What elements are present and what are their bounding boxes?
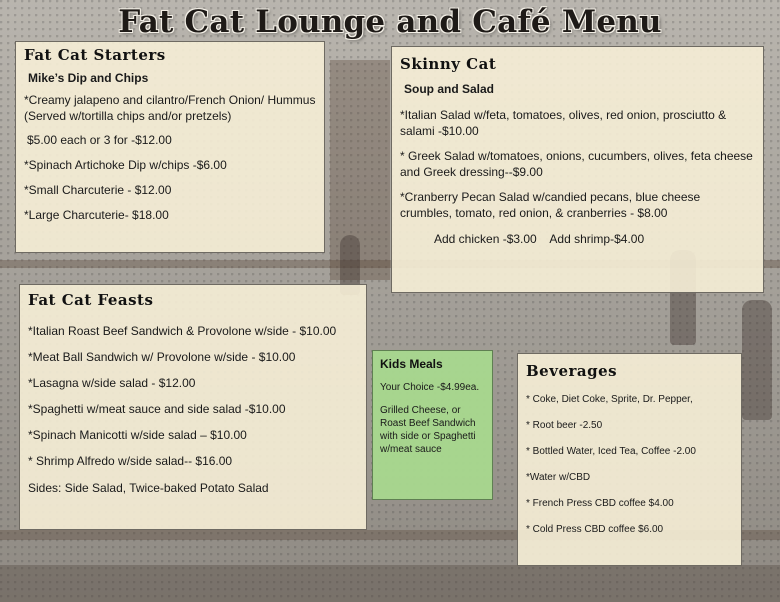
salad-item: *Cranberry Pecan Salad w/candied pecans, blue cheese crumbles, tomato, red onion, & cranberries - $8.00 (400, 190, 701, 220)
feast-item: * Shrimp Alfredo w/side salad-- $16.00 (28, 454, 233, 468)
starters-heading: Fat Cat Starters (24, 46, 166, 64)
sides-label: Sides: (28, 481, 62, 495)
salad-item: * Greek Salad w/tomatoes, onions, cucumbers, olives, feta cheese and Greek dressing--$9.00 (400, 149, 753, 179)
skinny-subheading: Soup and Salad (404, 82, 495, 96)
salad-item: *Italian Salad w/feta, tomatoes, olives, red onion, prosciutto & salami -$10.00 (400, 108, 727, 138)
starters-panel (15, 41, 325, 253)
starter-item: *Large Charcuterie- $18.00 (24, 208, 169, 222)
beverage-item: * Coke, Diet Coke, Sprite, Dr. Pepper, (526, 394, 693, 405)
beverages-heading: Beverages (526, 362, 618, 380)
beverage-item: * Bottled Water, Iced Tea, Coffee -2.00 (526, 446, 696, 457)
feast-item: *Meat Ball Sandwich w/ Provolone w/side - $10.00 (28, 350, 296, 364)
starters-subheading: Mike’s Dip and Chips (28, 71, 149, 85)
skinny-heading: Skinny Cat (400, 55, 497, 73)
starter-item: *Small Charcuterie - $12.00 (24, 183, 172, 197)
sides-text: Side Salad, Twice-baked Potato Salad (61, 481, 269, 495)
beverage-item: * Root beer -2.50 (526, 420, 603, 431)
starter-item: $5.00 each or 3 for -$12.00 (27, 133, 172, 147)
salad-addons: Add chicken -$3.00 Add shrimp-$4.00 (434, 232, 645, 246)
feast-item: *Lasagna w/side salad - $12.00 (28, 376, 196, 390)
skinny-cat-panel (391, 46, 764, 293)
feast-item: *Spinach Manicotti w/side salad – $10.00 (28, 428, 247, 442)
feasts-heading: Fat Cat Feasts (28, 291, 154, 309)
starter-item: *Spinach Artichoke Dip w/chips -$6.00 (24, 158, 227, 172)
feast-sides (28, 480, 358, 496)
feasts-panel (19, 284, 367, 530)
feast-item: *Spaghetti w/meat sauce and side salad -$10.00 (28, 402, 286, 416)
menu-title: Fat Cat Lounge and Café Menu (118, 4, 662, 40)
beverages-panel (517, 353, 742, 566)
beverage-item: * Cold Press CBD coffee $6.00 (526, 524, 664, 535)
kids-price: Your Choice -$4.99ea. (380, 382, 480, 393)
feast-item: *Italian Roast Beef Sandwich & Provolone w/side - $10.00 (28, 324, 337, 338)
kids-description: Grilled Cheese, or Roast Beef Sandwich with side or Spaghetti w/meat sauce (380, 405, 476, 455)
starter-item: *Creamy jalapeno and cilantro/French Onion/ Hummus (Served w/tortilla chips and/or pretzels) (24, 93, 316, 123)
kids-panel (372, 350, 493, 500)
beverage-item: *Water w/CBD (526, 472, 591, 483)
beverage-item: * French Press CBD coffee $4.00 (526, 498, 674, 509)
kids-heading: Kids Meals (380, 357, 443, 371)
